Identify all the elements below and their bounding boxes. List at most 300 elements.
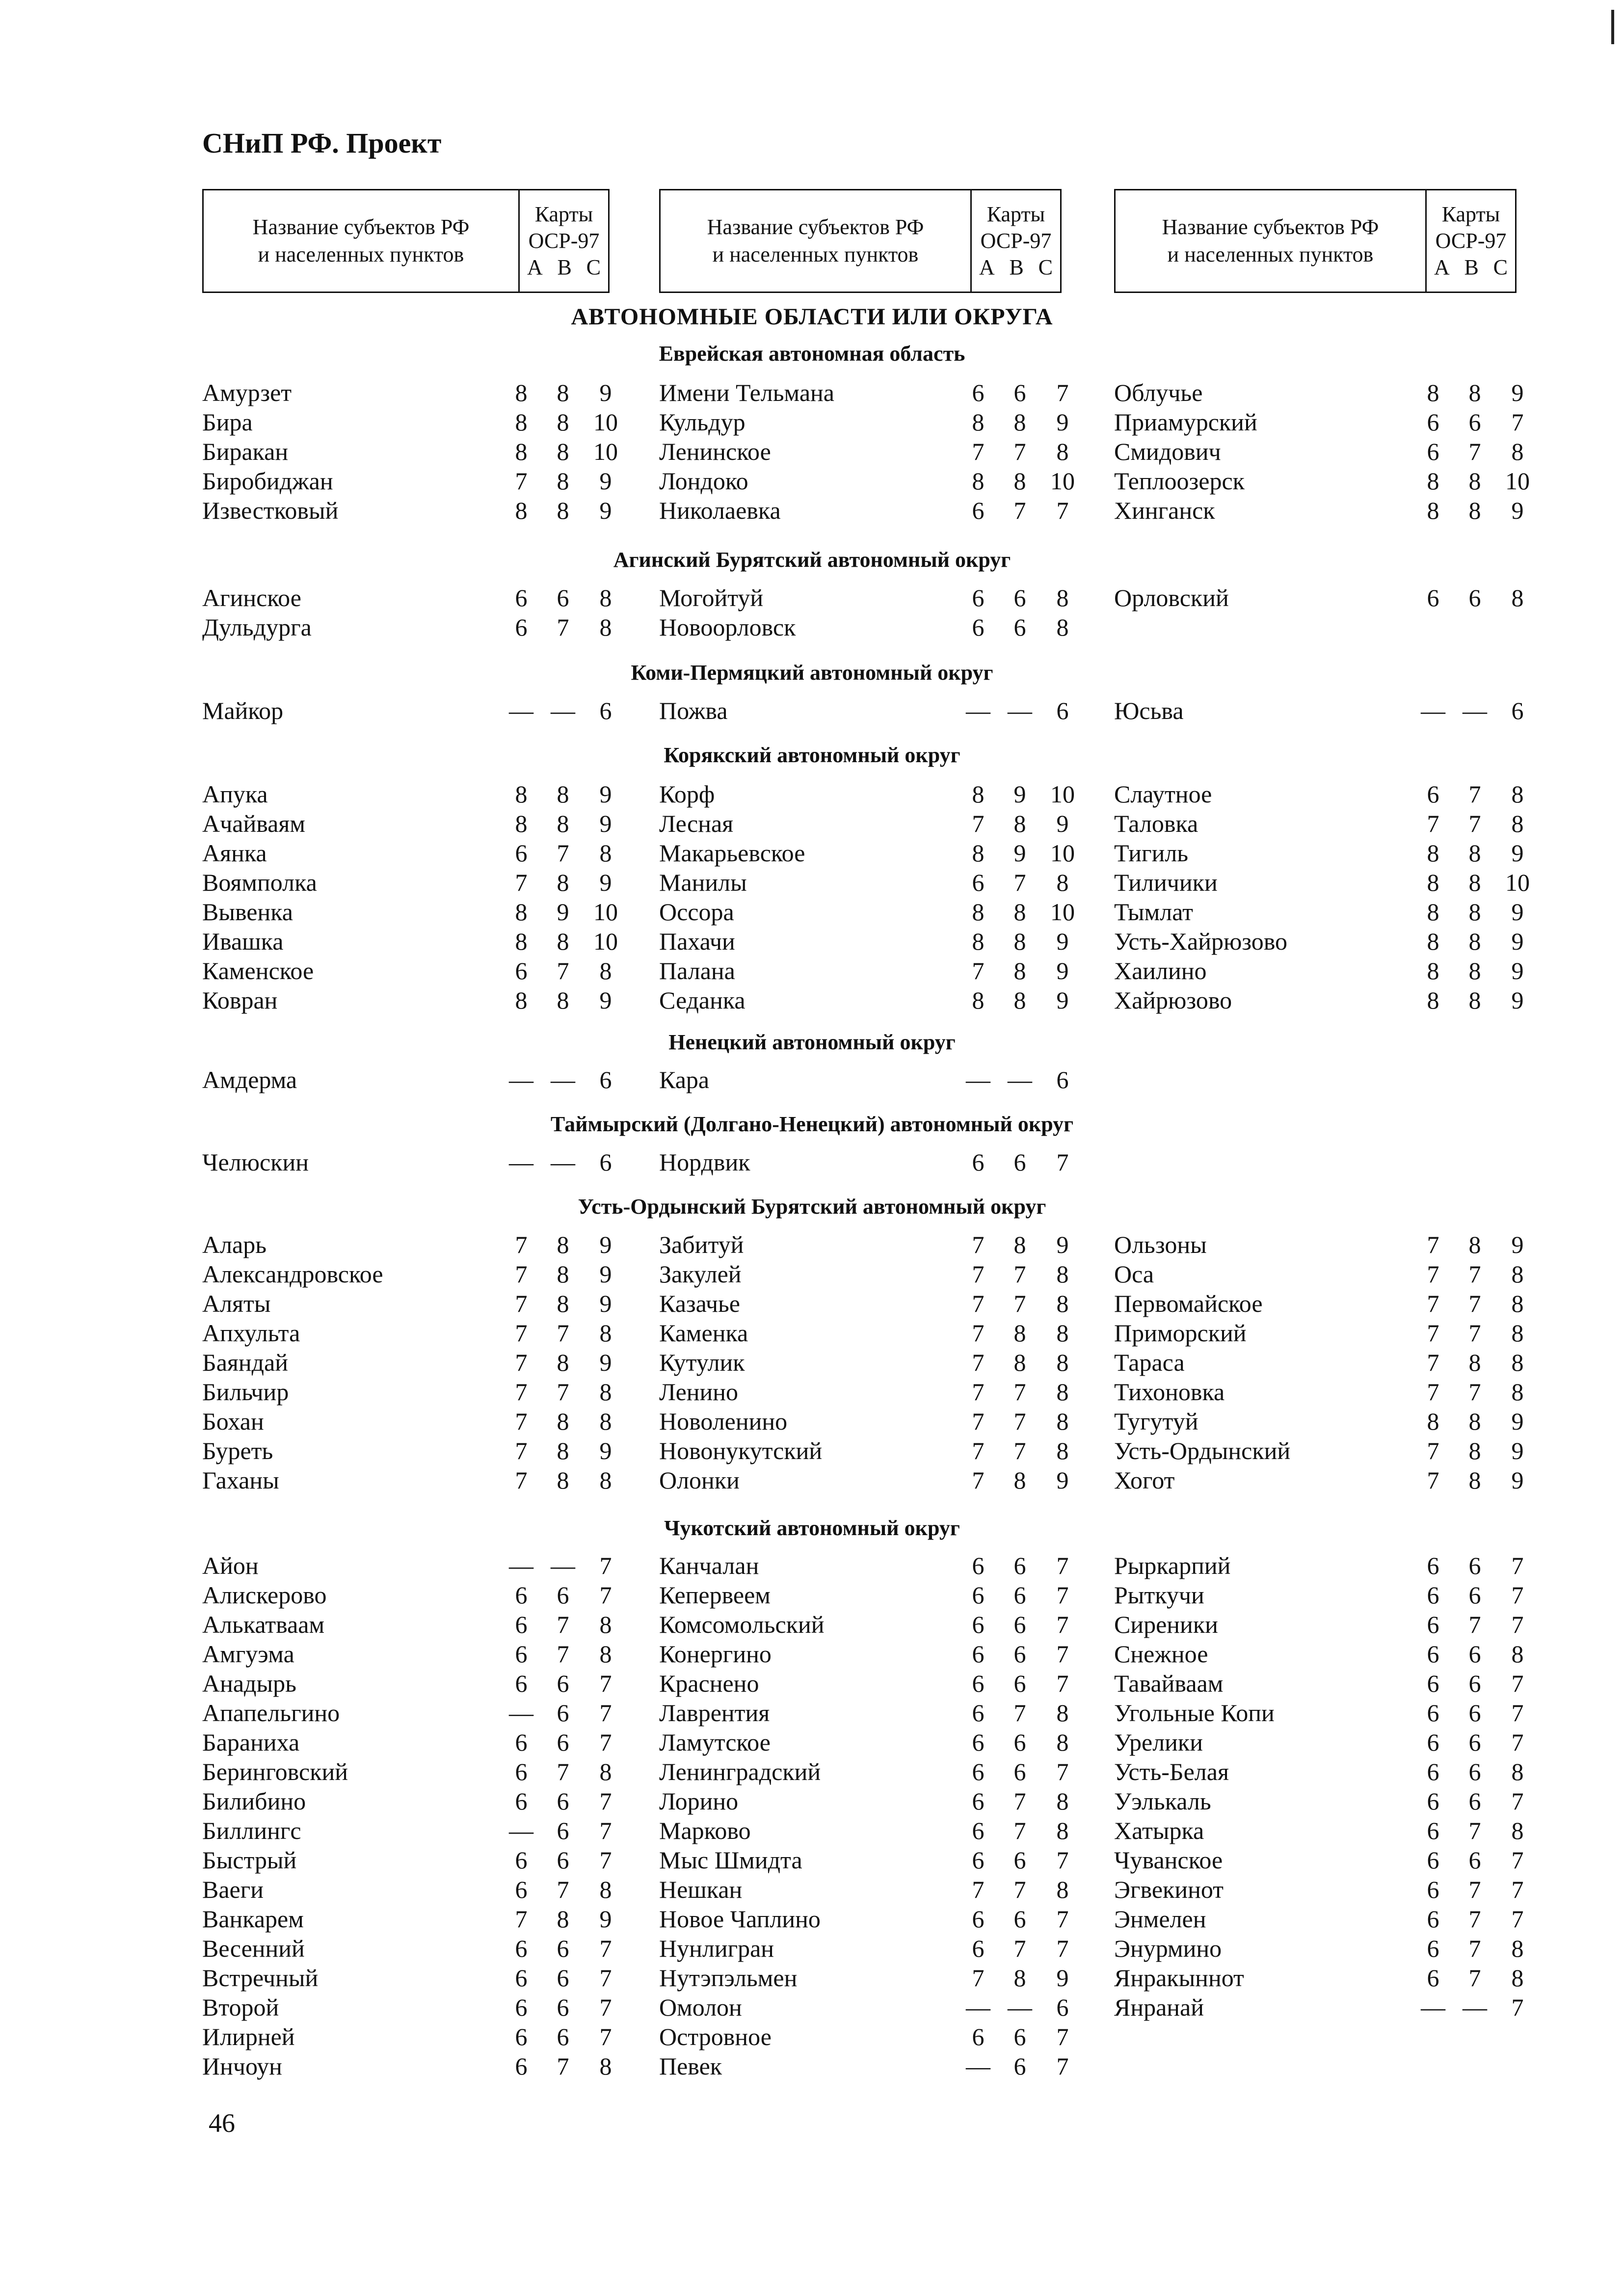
table-row — [202, 1728, 644, 1757]
header-maps-line1: Карты — [534, 202, 593, 226]
value-b: 6 — [1468, 1699, 1481, 1727]
value-c: 9 — [1056, 1231, 1069, 1258]
value-b: 7 — [1013, 869, 1026, 896]
table-row — [659, 1786, 1101, 1816]
value-b: 8 — [1013, 1349, 1026, 1376]
table-row — [1114, 1580, 1556, 1610]
table-row — [659, 466, 1101, 496]
table-row — [1114, 378, 1556, 407]
value-a: 7 — [515, 1231, 528, 1258]
settlement-name: Каменка — [659, 1319, 748, 1347]
value-c: 9 — [599, 467, 612, 495]
header-col-c: C — [586, 255, 601, 279]
header-maps-line2: ОСР-97 — [528, 229, 600, 253]
value-b: 8 — [1013, 986, 1026, 1014]
value-c: 7 — [1511, 1787, 1524, 1815]
value-b: — — [551, 697, 575, 724]
settlement-name: Алькатваам — [202, 1611, 325, 1638]
settlement-name: Ленинское — [659, 438, 771, 465]
value-b: 8 — [1468, 869, 1481, 896]
value-c: 9 — [1511, 839, 1524, 867]
value-b: 7 — [1013, 1378, 1026, 1406]
value-a: 6 — [1427, 1817, 1439, 1844]
settlement-name: Угольные Копи — [1114, 1699, 1275, 1727]
value-b: 7 — [1013, 1408, 1026, 1435]
settlement-name: Тымлат — [1114, 898, 1193, 926]
value-c: 8 — [599, 839, 612, 867]
value-c: 7 — [1056, 1846, 1069, 1874]
value-a: 7 — [515, 1437, 528, 1464]
table-row — [659, 1580, 1101, 1610]
value-b: 6 — [1013, 1846, 1026, 1874]
table-row — [1114, 1639, 1556, 1669]
value-b: 8 — [1013, 1964, 1026, 1992]
value-c: 8 — [1056, 1349, 1069, 1376]
settlement-name: Аляты — [202, 1290, 271, 1317]
value-b: 8 — [557, 1466, 569, 1494]
value-b: 7 — [557, 2052, 569, 2080]
value-b: 8 — [1013, 1231, 1026, 1258]
settlement-name: Хогот — [1114, 1466, 1175, 1494]
settlement-name: Седанка — [659, 986, 745, 1014]
value-a: 8 — [1427, 839, 1439, 867]
value-b: 6 — [1013, 584, 1026, 612]
settlement-name: Амгуэма — [202, 1640, 294, 1668]
settlement-name: Майкор — [202, 697, 284, 724]
table-row — [1114, 1904, 1556, 1934]
table-row — [202, 407, 644, 437]
value-b: 6 — [1013, 613, 1026, 641]
value-c: 8 — [1056, 869, 1069, 896]
value-b: 6 — [1013, 1581, 1026, 1609]
value-b: 6 — [1013, 2052, 1026, 2080]
value-b: 6 — [1468, 1581, 1481, 1609]
value-b: 7 — [1468, 1319, 1481, 1347]
table-row — [659, 1610, 1101, 1639]
table-row — [1114, 1377, 1556, 1407]
settlement-name: Хаилино — [1114, 957, 1207, 984]
header-maps-line2: ОСР-97 — [980, 229, 1052, 253]
value-a: 6 — [515, 1787, 528, 1815]
value-a: 6 — [972, 1148, 985, 1176]
value-a: 7 — [972, 1437, 985, 1464]
value-b: 7 — [1013, 438, 1026, 465]
table-row — [659, 612, 1101, 642]
value-c: 7 — [1511, 1876, 1524, 1903]
settlement-name: Ленинградский — [659, 1758, 821, 1785]
settlement-name: Бараниха — [202, 1729, 300, 1756]
value-a: 7 — [515, 869, 528, 896]
value-a: 8 — [972, 408, 985, 436]
value-a: 8 — [515, 810, 528, 837]
value-b: 8 — [1013, 928, 1026, 955]
value-a: 6 — [1427, 1581, 1439, 1609]
table-row — [1114, 496, 1556, 525]
table-row — [659, 496, 1101, 525]
settlement-name: Краснено — [659, 1670, 759, 1697]
value-b: 6 — [557, 2023, 569, 2050]
value-a: 6 — [972, 1846, 985, 1874]
table-row — [659, 1465, 1101, 1495]
table-row — [1114, 583, 1556, 612]
table-header-1 — [202, 189, 610, 293]
value-b: 8 — [557, 1290, 569, 1317]
settlement-name: Вывенка — [202, 898, 293, 926]
value-c: 10 — [1050, 839, 1075, 867]
value-c: 8 — [1056, 1787, 1069, 1815]
settlement-name: Ленино — [659, 1378, 739, 1406]
settlement-name: Слаутное — [1114, 780, 1212, 808]
value-b: 8 — [557, 1349, 569, 1376]
value-a: 6 — [972, 869, 985, 896]
value-a: — — [1421, 697, 1445, 724]
value-c: 7 — [599, 1994, 612, 2021]
value-a: — — [509, 1699, 533, 1727]
settlement-name: Тугутуй — [1114, 1408, 1198, 1435]
table-row — [1114, 1259, 1556, 1289]
value-b: 8 — [1468, 1349, 1481, 1376]
header-col-a: A — [527, 255, 543, 279]
settlement-name: Ивашка — [202, 928, 284, 955]
value-c: 7 — [1056, 1581, 1069, 1609]
value-a: 6 — [972, 1640, 985, 1668]
value-b: 7 — [1013, 1876, 1026, 1903]
settlement-name: Биракан — [202, 438, 289, 465]
value-b: 7 — [557, 1611, 569, 1638]
value-a: 7 — [1427, 810, 1439, 837]
value-a: 7 — [1427, 1231, 1439, 1258]
value-c: 10 — [1505, 869, 1530, 896]
value-c: 9 — [1511, 898, 1524, 926]
value-b: 8 — [1013, 467, 1026, 495]
value-c: 7 — [1511, 1994, 1524, 2021]
section-column — [659, 1147, 1101, 1177]
value-c: 9 — [1511, 957, 1524, 984]
table-row — [202, 1436, 644, 1465]
value-c: 7 — [1056, 497, 1069, 524]
section-column — [202, 1147, 644, 1177]
table-row — [1114, 1289, 1556, 1318]
section-column — [659, 1230, 1101, 1495]
value-c: 9 — [1056, 810, 1069, 837]
value-a: 7 — [972, 1964, 985, 1992]
table-row — [1114, 1728, 1556, 1757]
value-b: 6 — [1468, 1846, 1481, 1874]
settlement-name: Ваеги — [202, 1876, 264, 1903]
settlement-name: Усть-Хайрюзово — [1114, 928, 1288, 955]
settlement-name: Биробиджан — [202, 467, 333, 495]
value-a: — — [966, 697, 990, 724]
value-c: 9 — [599, 1437, 612, 1464]
settlement-name: Певек — [659, 2052, 722, 2080]
table-row — [202, 1875, 644, 1904]
value-a: 6 — [972, 379, 985, 406]
settlement-name: Облучье — [1114, 379, 1203, 406]
table-row — [202, 1318, 644, 1348]
table-row — [1114, 1348, 1556, 1377]
value-a: 8 — [972, 839, 985, 867]
table-row — [1114, 1963, 1556, 1993]
value-a: 6 — [515, 2023, 528, 2050]
settlement-name: Сиреники — [1114, 1611, 1218, 1638]
value-a: 6 — [1427, 1611, 1439, 1638]
value-a: 6 — [1427, 1876, 1439, 1903]
value-c: 7 — [1056, 1640, 1069, 1668]
value-b: 7 — [557, 1640, 569, 1668]
table-row — [1114, 1465, 1556, 1495]
header-name-line1: Название субъектов РФ — [1162, 215, 1379, 239]
value-b: 7 — [1013, 1437, 1026, 1464]
table-row — [659, 1757, 1101, 1786]
settlement-name: Янранай — [1114, 1994, 1204, 2021]
value-a: 7 — [515, 1290, 528, 1317]
table-row — [202, 1065, 644, 1094]
settlement-name: Палана — [659, 957, 735, 984]
header-maps-cell — [1425, 190, 1515, 292]
value-a: 8 — [972, 928, 985, 955]
settlement-name: Николаевка — [659, 497, 781, 524]
value-a: 6 — [1427, 1729, 1439, 1756]
value-c: 9 — [1056, 957, 1069, 984]
value-c: 8 — [1056, 1408, 1069, 1435]
value-a: — — [966, 1994, 990, 2021]
value-a: 7 — [515, 1319, 528, 1347]
value-c: 8 — [1511, 584, 1524, 612]
table-row — [202, 927, 644, 956]
value-a: 8 — [1427, 986, 1439, 1014]
settlement-name: Апхульта — [202, 1319, 300, 1347]
value-b: 7 — [1468, 1260, 1481, 1288]
table-row — [202, 1786, 644, 1816]
table-row — [659, 378, 1101, 407]
value-c: 7 — [599, 1935, 612, 1962]
value-c: 7 — [1056, 1670, 1069, 1697]
value-a: 6 — [515, 1846, 528, 1874]
value-a: 6 — [515, 1994, 528, 2021]
value-c: 7 — [599, 1552, 612, 1579]
value-a: 7 — [972, 810, 985, 837]
value-a: 7 — [972, 1231, 985, 1258]
table-row — [202, 1147, 644, 1177]
table-row — [659, 868, 1101, 897]
table-row — [202, 1816, 644, 1845]
value-a: 6 — [1427, 1699, 1439, 1727]
value-a: 6 — [515, 1876, 528, 1903]
value-c: 8 — [1511, 1935, 1524, 1962]
table-row — [202, 1465, 644, 1495]
value-b: 8 — [557, 1231, 569, 1258]
value-b: 6 — [1468, 1729, 1481, 1756]
value-b: 8 — [1013, 408, 1026, 436]
value-a: 6 — [1427, 1846, 1439, 1874]
value-c: 8 — [1511, 1260, 1524, 1288]
table-row — [659, 779, 1101, 809]
value-a: — — [509, 1552, 533, 1579]
header-maps-cell — [518, 190, 608, 292]
table-row — [659, 1065, 1101, 1094]
value-b: 8 — [1468, 839, 1481, 867]
settlement-name: Чуванское — [1114, 1846, 1223, 1874]
table-row — [1114, 1845, 1556, 1875]
settlement-name: Быстрый — [202, 1846, 297, 1874]
value-c: 7 — [1511, 1581, 1524, 1609]
value-b: 7 — [557, 1876, 569, 1903]
value-b: 6 — [557, 1699, 569, 1727]
settlement-name: Теплоозерск — [1114, 467, 1245, 495]
settlement-name: Лорино — [659, 1787, 739, 1815]
settlement-name: Александровское — [202, 1260, 383, 1288]
settlement-name: Кульдур — [659, 408, 745, 436]
header-name-cell — [1116, 190, 1425, 292]
settlement-name: Каменское — [202, 957, 314, 984]
settlement-name: Амурзет — [202, 379, 292, 406]
value-a: 6 — [1427, 1758, 1439, 1785]
settlement-name: Аянка — [202, 839, 267, 867]
value-a: — — [509, 1148, 533, 1176]
value-b: 6 — [1013, 1905, 1026, 1933]
value-a: 6 — [515, 1611, 528, 1638]
settlement-name: Агинское — [202, 584, 301, 612]
settlement-name: Усть-Ордынский — [1114, 1437, 1291, 1464]
value-c: 8 — [599, 1466, 612, 1494]
settlement-name: Канчалан — [659, 1552, 759, 1579]
settlement-name: Баяндай — [202, 1349, 289, 1376]
value-b: 7 — [1468, 1290, 1481, 1317]
value-a: 8 — [1427, 957, 1439, 984]
value-b: 7 — [557, 1758, 569, 1785]
value-b: 7 — [1468, 1935, 1481, 1962]
value-b: 8 — [557, 928, 569, 955]
value-a: 7 — [972, 1260, 985, 1288]
value-b: — — [1008, 697, 1032, 724]
value-c: 6 — [1056, 697, 1069, 724]
value-c: 10 — [1505, 467, 1530, 495]
table-row — [659, 583, 1101, 612]
value-a: 6 — [515, 584, 528, 612]
settlement-name: Челюскин — [202, 1148, 309, 1176]
value-b: — — [1463, 1994, 1487, 2021]
value-b: 6 — [1013, 1670, 1026, 1697]
table-row — [1114, 1816, 1556, 1845]
value-a: 7 — [972, 1290, 985, 1317]
value-b: 6 — [1468, 1758, 1481, 1785]
value-c: 8 — [1056, 1817, 1069, 1844]
value-c: 9 — [599, 1260, 612, 1288]
table-row — [659, 838, 1101, 868]
settlement-name: Новое Чаплино — [659, 1905, 821, 1933]
table-row — [659, 1318, 1101, 1348]
settlement-name: Нордвик — [659, 1148, 750, 1176]
settlement-name: Новоорловск — [659, 613, 796, 641]
table-row — [202, 838, 644, 868]
value-c: 9 — [599, 986, 612, 1014]
value-c: 8 — [1056, 613, 1069, 641]
table-row — [659, 1348, 1101, 1377]
table-row — [202, 1259, 644, 1289]
value-b: 8 — [1013, 810, 1026, 837]
section-column — [659, 696, 1101, 725]
value-c: 8 — [1056, 1290, 1069, 1317]
value-c: 7 — [1511, 1729, 1524, 1756]
table-row — [659, 1904, 1101, 1934]
value-c: 9 — [1056, 928, 1069, 955]
value-a: 7 — [1427, 1437, 1439, 1464]
table-row — [1114, 1875, 1556, 1904]
value-a: 6 — [972, 497, 985, 524]
value-a: 8 — [515, 986, 528, 1014]
table-row — [202, 466, 644, 496]
value-a: 8 — [515, 780, 528, 808]
table-row — [1114, 1669, 1556, 1698]
settlement-name: Нунлигран — [659, 1935, 774, 1962]
value-b: 8 — [1013, 1466, 1026, 1494]
value-a: 6 — [1427, 1964, 1439, 1992]
value-b: 6 — [557, 1787, 569, 1815]
value-a: 6 — [972, 584, 985, 612]
section-column — [1114, 779, 1556, 1015]
section-column — [202, 1065, 644, 1094]
value-c: 7 — [1056, 1758, 1069, 1785]
settlement-name: Апапельгино — [202, 1699, 340, 1727]
value-c: 10 — [593, 438, 618, 465]
value-a: 8 — [972, 986, 985, 1014]
table-header-2 — [659, 189, 1062, 293]
section-column — [202, 583, 644, 642]
value-c: 9 — [599, 1349, 612, 1376]
header-col-b: B — [557, 255, 572, 279]
value-c: 10 — [1050, 467, 1075, 495]
value-c: 8 — [1056, 1699, 1069, 1727]
settlement-name: Буреть — [202, 1437, 273, 1464]
value-b: 7 — [1013, 1290, 1026, 1317]
header-name-line2: и населенных пунктов — [258, 242, 464, 266]
settlement-name: Марково — [659, 1817, 751, 1844]
table-row — [1114, 1757, 1556, 1786]
value-b: 8 — [557, 408, 569, 436]
table-row — [202, 1610, 644, 1639]
table-row — [659, 437, 1101, 466]
settlement-name: Бохан — [202, 1408, 264, 1435]
settlement-name: Рыткучи — [1114, 1581, 1204, 1609]
value-c: 8 — [1511, 1290, 1524, 1317]
value-c: 7 — [1056, 1611, 1069, 1638]
value-c: 9 — [1511, 928, 1524, 955]
table-row — [1114, 1407, 1556, 1436]
value-c: 8 — [1511, 1758, 1524, 1785]
value-a: 7 — [972, 1378, 985, 1406]
value-b: 8 — [1468, 957, 1481, 984]
value-a: 7 — [972, 1349, 985, 1376]
table-row — [202, 1230, 644, 1259]
value-c: 8 — [599, 1640, 612, 1668]
settlement-name: Билибино — [202, 1787, 306, 1815]
header-col-c: C — [1038, 255, 1053, 279]
value-b: 7 — [1013, 1817, 1026, 1844]
value-b: 6 — [1013, 1611, 1026, 1638]
value-a: 7 — [1427, 1466, 1439, 1494]
table-row — [1114, 1318, 1556, 1348]
table-row — [1114, 407, 1556, 437]
value-c: 8 — [1056, 1319, 1069, 1347]
value-b: 6 — [1013, 1729, 1026, 1756]
value-a: 8 — [515, 438, 528, 465]
value-b: 6 — [1468, 1670, 1481, 1697]
table-row — [659, 1669, 1101, 1698]
value-b: 8 — [1013, 957, 1026, 984]
value-b: — — [1008, 1994, 1032, 2021]
value-c: 8 — [1056, 1729, 1069, 1756]
value-a: 8 — [972, 467, 985, 495]
